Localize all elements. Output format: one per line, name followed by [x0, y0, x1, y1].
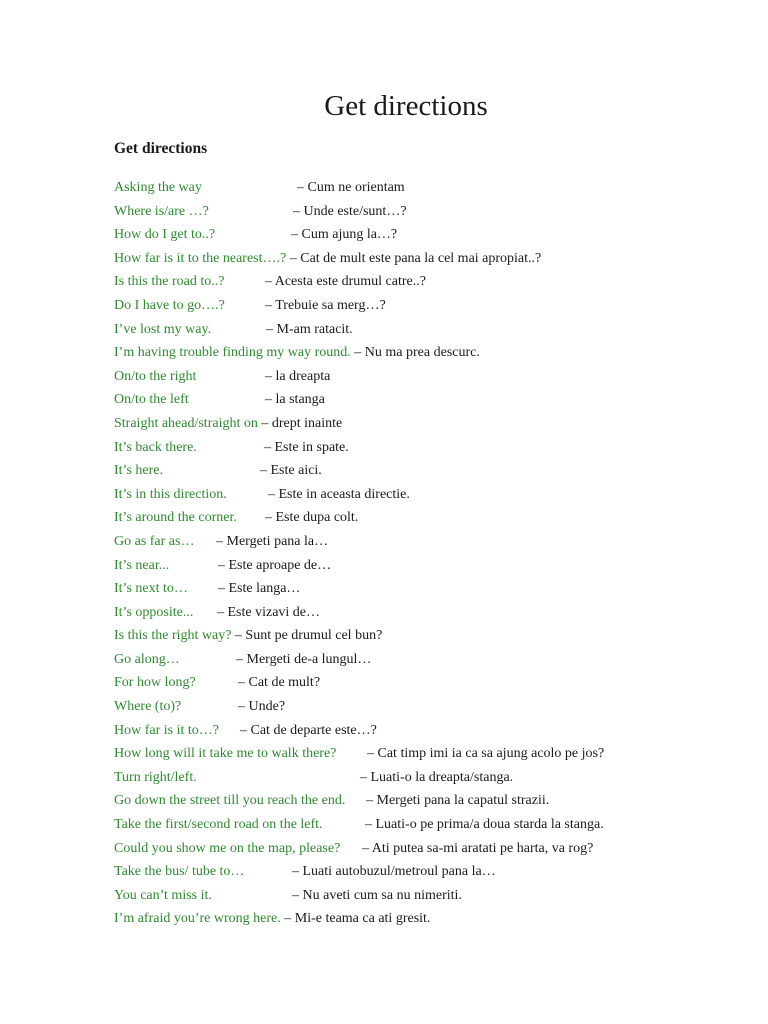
phrase-row	[114, 176, 541, 200]
romanian-translation: – Este in aceasta directie.	[268, 486, 410, 502]
phrase-list	[114, 176, 605, 931]
english-phrase: I’m afraid you’re wrong here.	[114, 911, 281, 927]
english-phrase: You can’t miss it.	[114, 887, 212, 903]
english-phrase: How do I get to..?	[114, 227, 216, 243]
romanian-translation: – Mergeti de-a lungul…	[236, 651, 372, 667]
romanian-translation: – Mergeti pana la…	[216, 533, 329, 549]
phrase-row	[114, 695, 541, 719]
romanian-translation: – Trebuie sa merg…?	[265, 297, 386, 313]
romanian-translation: – Cat de departe este…?	[240, 722, 377, 738]
english-phrase: Do I have to go….?	[114, 297, 225, 313]
english-phrase: Turn right/left.	[114, 769, 197, 785]
romanian-translation: – Unde?	[238, 699, 286, 715]
phrase-row	[114, 247, 541, 271]
romanian-translation: – la stanga	[265, 392, 325, 408]
english-phrase: Take the bus/ tube to…	[114, 864, 245, 880]
english-phrase: Go along…	[114, 651, 180, 667]
english-phrase: Take the first/second road on the left.	[114, 817, 323, 833]
phrase-row	[114, 200, 541, 224]
english-phrase: It’s near...	[114, 557, 170, 573]
romanian-translation: – drept inainte	[261, 415, 343, 431]
phrase-row	[114, 483, 541, 507]
romanian-translation: – Unde este/sunt…?	[293, 203, 407, 219]
phrase-row	[114, 365, 541, 389]
romanian-translation: – Luati-o pe prima/a doua starda la stanga.	[365, 817, 604, 833]
romanian-translation: – Cum ne orientam	[297, 180, 405, 195]
phrase-row	[114, 530, 541, 554]
phrase-row	[114, 624, 541, 648]
english-phrase: On/to the left	[114, 392, 189, 408]
english-phrase: Is this the road to..?	[114, 274, 225, 290]
english-phrase: How far is it to…?	[114, 722, 219, 738]
phrase-row	[114, 742, 605, 766]
romanian-translation: – Luati autobuzul/metroul pana la…	[292, 864, 496, 880]
english-phrase: Is this the right way?	[114, 628, 232, 644]
phrase-row	[114, 341, 541, 365]
romanian-translation: – Cat timp imi ia ca sa ajung acolo pe jos?	[367, 746, 605, 762]
phrase-row	[114, 601, 541, 625]
romanian-translation: – Mergeti pana la capatul strazii.	[366, 793, 550, 809]
english-phrase: It’s next to…	[114, 581, 188, 597]
romanian-translation: – Este langa…	[218, 581, 301, 597]
phrase-row	[114, 412, 541, 436]
phrase-row	[114, 671, 541, 695]
romanian-translation: – la dreapta	[265, 368, 331, 384]
romanian-translation: – Cat de mult?	[238, 675, 321, 691]
english-phrase: It’s around the corner.	[114, 510, 237, 526]
english-phrase: Go down the street till you reach the end.	[114, 793, 346, 809]
english-phrase: On/to the right	[114, 368, 197, 384]
english-phrase: It’s back there.	[114, 439, 197, 455]
phrase-row	[114, 837, 594, 861]
english-phrase: Straight ahead/straight on	[114, 415, 258, 431]
english-phrase: It’s here.	[114, 463, 163, 479]
romanian-translation: – Ati putea sa-mi aratati pe harta, va rog?	[362, 840, 594, 856]
english-phrase: It’s in this direction.	[114, 486, 227, 502]
romanian-translation: – Este dupa colt.	[265, 510, 359, 526]
english-phrase: I’ve lost my way.	[114, 321, 212, 337]
romanian-translation: – Luati-o la dreapta/stanga.	[360, 769, 514, 785]
romanian-translation: – Este aici.	[260, 463, 322, 479]
romanian-translation: – Nu aveti cum sa nu nimeriti.	[292, 887, 462, 903]
romanian-translation: – Este aproape de…	[218, 557, 332, 573]
phrase-row	[114, 884, 541, 908]
phrase-row	[114, 223, 541, 247]
phrase-row	[114, 766, 541, 790]
romanian-translation: – Este in spate.	[264, 439, 349, 455]
romanian-translation: – M-am ratacit.	[266, 321, 353, 337]
english-phrase: Where (to)?	[114, 699, 182, 715]
phrase-row	[114, 459, 541, 483]
phrase-row	[114, 388, 541, 412]
romanian-translation: – Mi-e teama ca ati gresit.	[284, 911, 431, 927]
romanian-translation: – Nu ma prea descurc.	[354, 345, 480, 361]
english-phrase: Asking the way	[114, 180, 202, 195]
english-phrase: How long will it take me to walk there?	[114, 746, 337, 762]
romanian-translation: – Este vizavi de…	[217, 604, 321, 620]
phrase-row	[114, 554, 541, 578]
phrase-row	[114, 719, 541, 743]
section-heading: Get directions	[114, 140, 208, 157]
phrase-row	[114, 789, 550, 813]
english-phrase: Go as far as…	[114, 533, 195, 549]
english-phrase: I’m having trouble finding my way round.	[114, 345, 351, 361]
phrase-row	[114, 813, 604, 837]
phrase-row	[114, 907, 541, 931]
phrase-row	[114, 577, 541, 601]
phrase-row	[114, 318, 541, 342]
romanian-translation: – Sunt pe drumul cel bun?	[234, 628, 383, 644]
phrase-row	[114, 860, 541, 884]
phrase-row	[114, 270, 541, 294]
romanian-translation: – Acesta este drumul catre..?	[265, 274, 426, 290]
english-phrase: How far is it to the nearest….?	[114, 250, 287, 266]
phrase-row	[114, 436, 541, 460]
phrase-row	[114, 294, 541, 318]
english-phrase: Where is/are …?	[114, 203, 209, 219]
english-phrase: Could you show me on the map, please?	[114, 840, 341, 856]
phrase-row	[114, 506, 541, 530]
phrase-row	[114, 648, 541, 672]
romanian-translation: – Cum ajung la…?	[291, 227, 398, 243]
page-title: Get directions	[324, 90, 488, 122]
english-phrase: It’s opposite...	[114, 604, 194, 620]
romanian-translation: – Cat de mult este pana la cel mai apropiat..?	[289, 250, 542, 266]
english-phrase: For how long?	[114, 675, 196, 691]
